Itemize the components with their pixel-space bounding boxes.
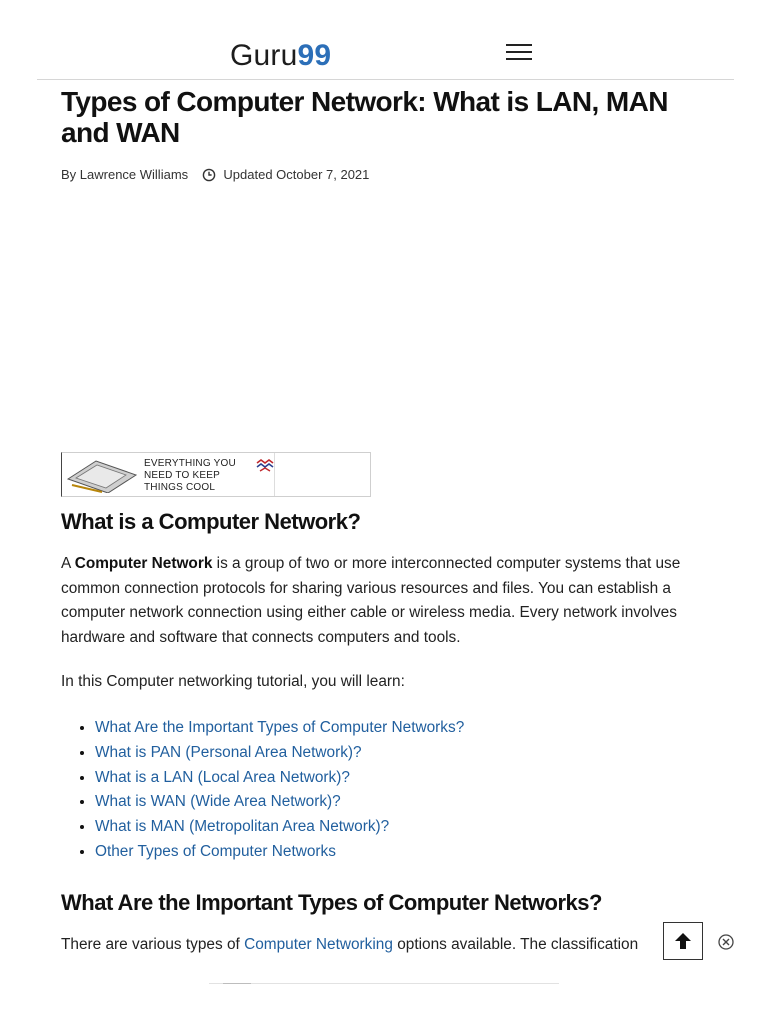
scroll-to-top-button[interactable] xyxy=(663,922,703,960)
ad-text-line: EVERYTHING YOU xyxy=(144,458,236,469)
toc-item xyxy=(95,741,464,766)
toc-link-pan[interactable]: What is PAN (Personal Area Network)? xyxy=(95,743,362,761)
toc-link-lan[interactable]: What is a LAN (Local Area Network)? xyxy=(95,768,350,786)
menu-bar xyxy=(506,44,532,46)
site-header xyxy=(37,0,734,80)
logo-text-99: 99 xyxy=(297,39,332,72)
clock-icon xyxy=(202,168,216,187)
article-meta xyxy=(61,166,369,187)
intro-text: is a group of two or more interconnected computer systems that use common connection protocols for sharing various resources and files. You can establish a computer network connection using either cable or wireless media. Every network involves hardware and software that connects computers and tools. xyxy=(61,555,681,647)
author-link[interactable]: By Lawrence Williams xyxy=(61,167,189,182)
toc-item xyxy=(95,815,464,840)
ad-brand-logo-icon xyxy=(256,459,274,473)
ad-text-line: NEED TO KEEP xyxy=(144,470,220,481)
toc-link-wan[interactable]: What is WAN (Wide Area Network)? xyxy=(95,793,341,811)
product-image-icon xyxy=(66,457,138,493)
ad-text xyxy=(144,458,236,494)
intro-paragraph xyxy=(61,552,691,651)
toc-item xyxy=(95,840,464,865)
hamburger-menu-icon[interactable] xyxy=(506,44,532,66)
types-paragraph-clip xyxy=(0,933,768,960)
types-paragraph xyxy=(61,933,761,957)
ad-text-line: THINGS COOL xyxy=(144,482,216,493)
toc-item xyxy=(95,766,464,791)
bottom-ad-divider xyxy=(209,983,559,984)
intro-text: A xyxy=(61,555,75,572)
types-text: options available. The classification xyxy=(392,936,639,953)
computer-networking-link[interactable]: Computer Networking xyxy=(244,936,393,953)
toc-item xyxy=(95,716,464,741)
updated-date: Updated October 7, 2021 xyxy=(223,167,370,182)
toc-link-other-types[interactable]: Other Types of Computer Networks xyxy=(95,842,336,860)
menu-bar xyxy=(506,51,532,53)
section-heading-computer-network: What is a Computer Network? xyxy=(61,509,361,534)
toc-item xyxy=(95,790,464,815)
types-text: There are various types of xyxy=(61,936,245,953)
arrow-up-icon xyxy=(674,932,692,950)
menu-bar xyxy=(506,58,532,60)
table-of-contents xyxy=(61,716,464,865)
logo-text-guru: Guru xyxy=(230,39,298,72)
article-title: Types of Computer Network: What is LAN, MAN and WAN xyxy=(61,86,668,148)
learn-paragraph: In this Computer networking tutorial, you will learn: xyxy=(61,673,405,690)
toc-link-man[interactable]: What is MAN (Metropolitan Area Network)? xyxy=(95,818,390,836)
toc-link-important-types[interactable]: What Are the Important Types of Computer Networks? xyxy=(95,719,465,736)
bottom-sticky-ad-area xyxy=(0,958,768,1024)
site-logo[interactable] xyxy=(230,38,331,74)
intro-term: Computer Network xyxy=(74,555,213,572)
close-circle-icon[interactable] xyxy=(717,933,735,951)
ad-banner[interactable] xyxy=(61,452,371,497)
section-heading-important-types: What Are the Important Types of Computer Networks? xyxy=(61,890,602,915)
ad-creative xyxy=(62,453,275,496)
